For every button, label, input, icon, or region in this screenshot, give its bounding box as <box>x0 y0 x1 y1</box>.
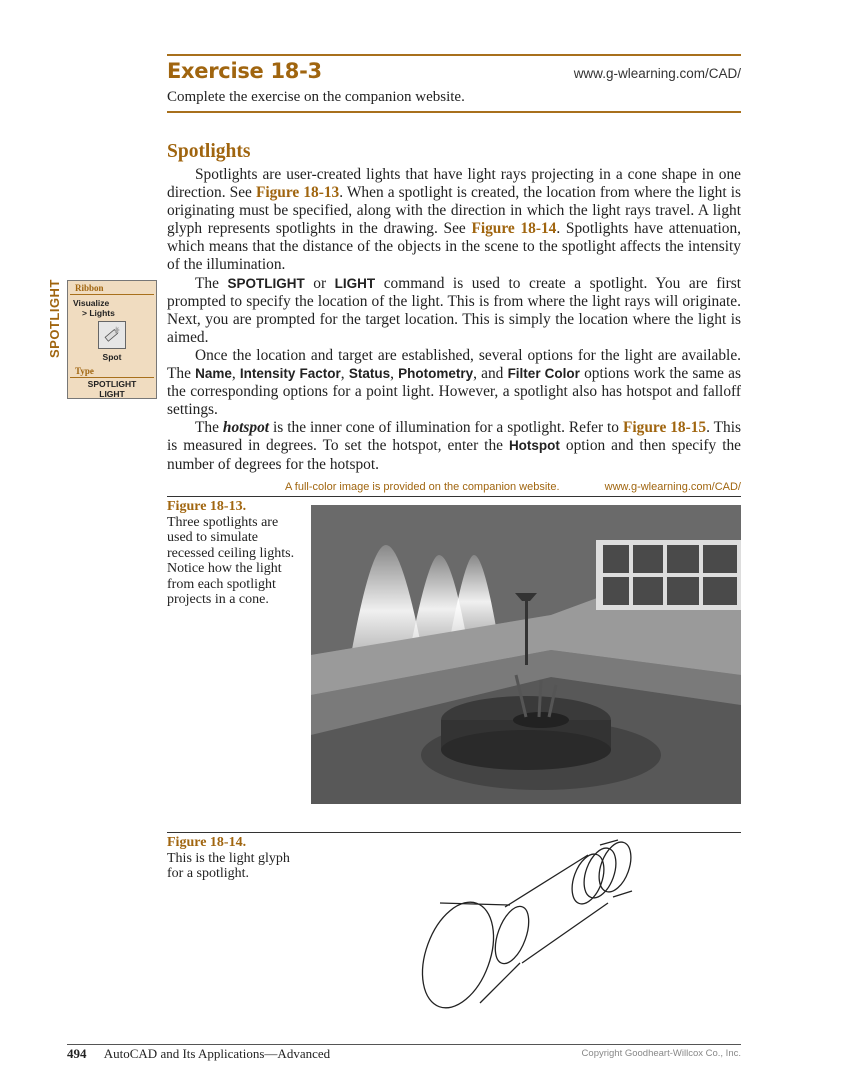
footer-divider <box>67 1044 741 1045</box>
command-name: Hotspot <box>508 438 560 454</box>
type-heading: Type <box>70 364 154 378</box>
text-run: command is used to create a spotlight. You are first prompted to specify the location of the light. This is from where the light rays will originate. Next, you are prompted for the target location. This is simply the location where the light is aimed. <box>167 274 741 346</box>
footer <box>67 1046 330 1062</box>
text-run: , <box>390 365 399 383</box>
command-name: SPOTLIGHT <box>227 275 305 291</box>
figure-caption-text: Three spotlights are used to simulate recessed ceiling lights. Notice how the light from each spotlight projects in a cone. <box>167 514 295 607</box>
text-run: Once the location and target are established, several options for the light are available. The <box>167 346 741 383</box>
sidebar-vertical-label: SPOTLIGHT <box>47 279 62 358</box>
paragraph <box>167 275 741 347</box>
command-sidebar <box>67 280 157 399</box>
text-run: , and <box>473 365 508 383</box>
full-color-url[interactable]: www.g-wlearning.com/CAD/ <box>604 481 741 493</box>
paragraph <box>167 166 741 275</box>
figure-divider <box>167 496 741 497</box>
command-name: Photometry <box>398 366 474 382</box>
text-run: The <box>195 274 228 292</box>
figure-caption <box>167 835 297 882</box>
divider <box>167 54 741 56</box>
type-1: SPOTLIGHT <box>87 379 137 389</box>
command-name: LIGHT <box>334 275 376 291</box>
text-run: The <box>195 419 223 437</box>
divider <box>167 111 741 113</box>
command-name: Name <box>195 366 232 382</box>
text-run: . When a spotlight is created, the location from where the light is originating must be specified, along with the direction in which the light rays travel. A light glyph represents spotlights in the drawing. See <box>167 184 741 238</box>
text-run: . This is measured in degrees. To set the hotspot, enter the <box>167 419 742 455</box>
exercise-url[interactable]: www.g-wlearning.com/CAD/ <box>573 66 741 81</box>
spot-button[interactable] <box>98 321 126 349</box>
text-run: option and then specify the number of degrees for the hotspot. <box>167 437 741 473</box>
figure-label: Figure 18-13. <box>167 499 247 514</box>
figure-label: Figure 18-14. <box>167 835 247 850</box>
term: hotspot <box>222 419 270 437</box>
text-run: . Spotlights have attenuation, which means that the distance of the objects in the scene to the spotlight affects the intensity of the illumination. <box>167 220 741 274</box>
paragraph <box>167 419 741 473</box>
text-run: is the inner cone of illumination for a spotlight. Refer to <box>269 419 623 437</box>
ribbon-path-2: > Lights <box>82 308 115 318</box>
text-run: or <box>304 274 335 292</box>
paragraph <box>167 347 741 419</box>
text-run: , <box>340 365 349 383</box>
copyright: Copyright Goodheart-Willcox Co., Inc. <box>581 1048 741 1059</box>
figure-reference-link[interactable]: Figure 18-13 <box>255 184 340 202</box>
type-2: LIGHT <box>99 389 125 399</box>
ribbon-heading: Ribbon <box>70 281 154 295</box>
spotlight-render-image <box>311 505 741 804</box>
figure-reference-link[interactable]: Figure 18-15 <box>622 419 707 437</box>
text-run: options work the same as the corresponding options for a point light. However, a spotlight also has hotspot and falloff settings. <box>167 365 741 419</box>
command-name: Filter Color <box>507 366 580 382</box>
book-title: AutoCAD and Its Applications—Advanced <box>103 1046 331 1061</box>
spotlight-icon <box>99 322 125 348</box>
figure-reference-link[interactable]: Figure 18-14 <box>471 220 557 238</box>
ribbon-path-1: Visualize <box>73 298 110 308</box>
command-name: Intensity Factor <box>239 366 341 382</box>
full-color-note: A full-color image is provided on the companion website. <box>285 481 560 493</box>
figure-caption <box>167 499 297 608</box>
figure-divider <box>167 832 741 833</box>
figure-caption-text: This is the light glyph for a spotlight. <box>167 850 290 881</box>
spot-button-label: Spot <box>102 352 122 362</box>
section-title: Spotlights <box>167 141 251 162</box>
body-text <box>167 166 741 474</box>
exercise-text: Complete the exercise on the companion website. <box>167 89 465 105</box>
spotlight-glyph-drawing <box>410 835 650 1020</box>
text-run: Spotlights are user-created lights that have light rays projecting in a cone shape in one direction. See <box>167 166 741 202</box>
exercise-title: Exercise 18-3 <box>167 59 322 83</box>
text-run: , <box>231 365 240 383</box>
command-name: Status <box>348 366 391 382</box>
page-number: 494 <box>67 1046 87 1061</box>
